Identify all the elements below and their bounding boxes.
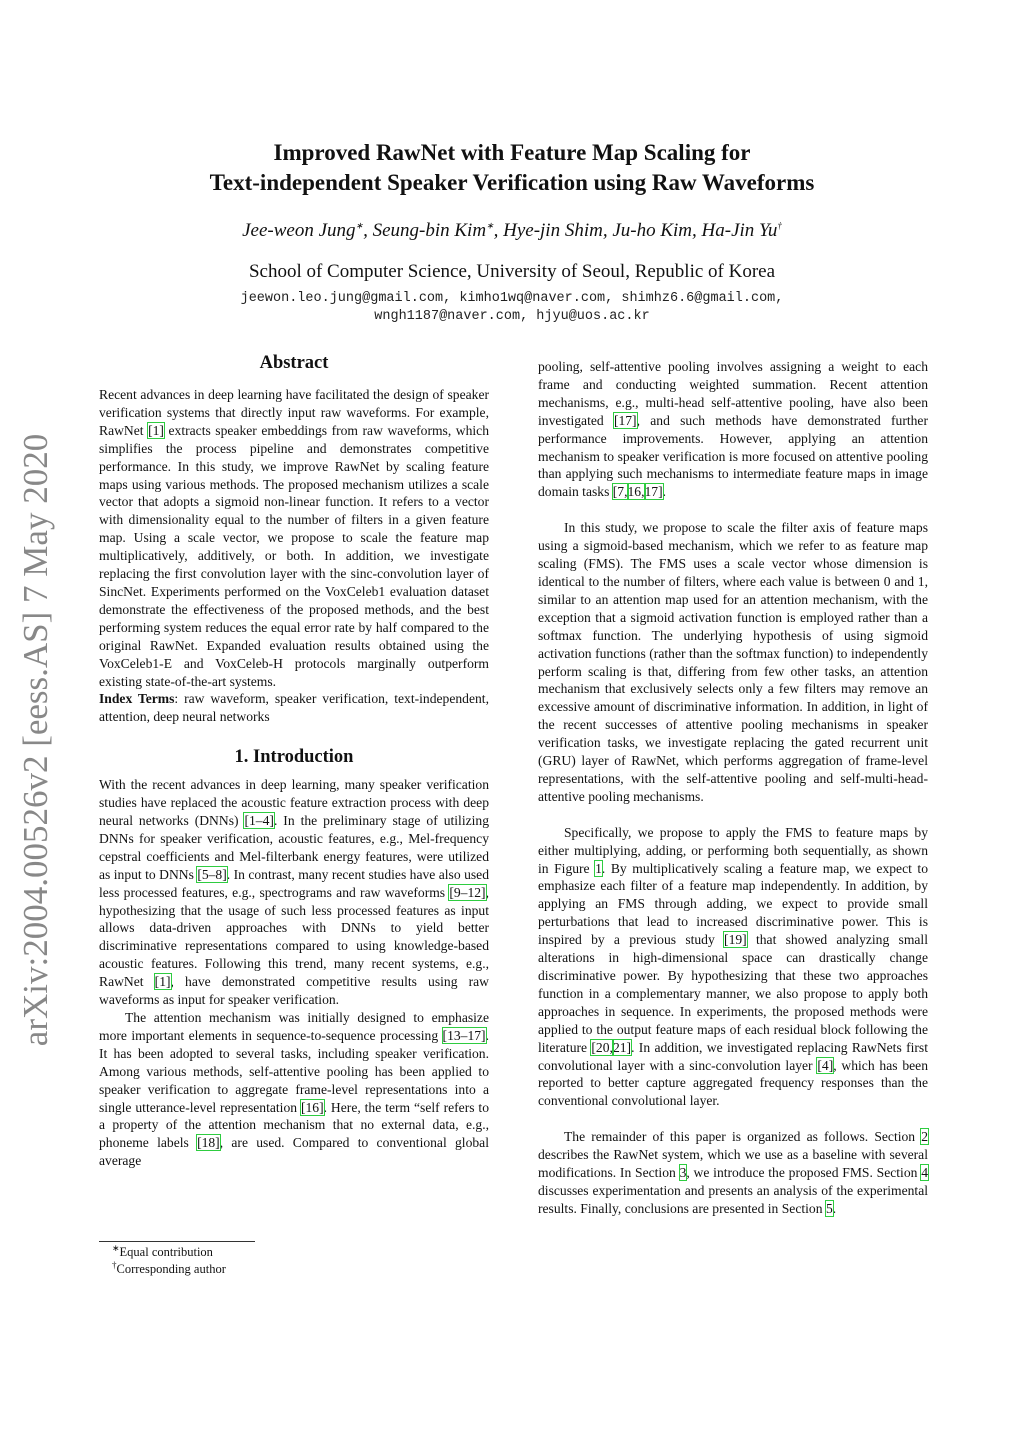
- intro-paragraph-1: [99, 776, 489, 1009]
- footnote-rule: [99, 1241, 255, 1242]
- text-run: Specifically, we propose to apply the FMS to feature maps by either multiplying, adding, or performing both sequentially, as shown in Figure: [538, 824, 928, 876]
- section-link[interactable]: 5: [825, 1200, 833, 1216]
- citation-link[interactable]: [9–12]: [449, 884, 486, 900]
- section-link[interactable]: 3: [679, 1165, 687, 1181]
- citation-link[interactable]: [1–4]: [244, 813, 274, 829]
- index-terms-text: : raw waveform, speaker verification, text-independent, attention, deep neural networks: [99, 691, 489, 725]
- abstract-text: [99, 386, 489, 690]
- citation-link[interactable]: [18]: [197, 1135, 220, 1151]
- text-run: With the recent advances in deep learning, many speaker verification studies have replaced the acoustic feature extraction process with deep neural networks (DNNs): [99, 777, 489, 829]
- corresponding-author-mark: †: [777, 220, 782, 231]
- footnote-text: Corresponding author: [116, 1262, 226, 1276]
- author-5: Ha-Jin Yu: [701, 220, 778, 241]
- text-run: .: [832, 1200, 837, 1216]
- intro-paragraph-3: [538, 358, 928, 501]
- title-line-2: Text-independent Speaker Verification using Raw Waveforms: [209, 170, 815, 195]
- footnote-text: Equal contribution: [119, 1245, 213, 1259]
- text-run: , hypothesizing that the usage of such less processed features as input allows data-driven approaches with DNNs to yield better discriminative representations compared to using knowledge-based acoustic features. Following this trend, many recent systems, e.g., RawNet: [99, 884, 489, 990]
- figure-link[interactable]: 1: [595, 860, 602, 876]
- text-run: pooling, self-attentive pooling involves assigning a weight to each frame and conducting weighted summation. Recent attention mechanisms, e.g., multi-head self-attentive pooling, have also been investigated: [538, 359, 928, 428]
- text-run: The remainder of this paper is organized as follows. Section: [564, 1129, 922, 1145]
- text-run: .: [662, 484, 667, 500]
- footnote-mark: †: [112, 1259, 117, 1270]
- text-run: that showed analyzing small alterations in high-dimensional space can drastically change discriminative power. By hypothesizing that these two approaches function in a complementary manner, we also propose to apply both approaches in sequence. In experiments, the proposed methods were applied to the output feature maps of each residual block following the literature: [538, 932, 928, 1055]
- introduction-heading: 1. Introduction: [234, 747, 354, 768]
- index-terms-label: Index Terms: [99, 691, 175, 707]
- section-link[interactable]: 2: [921, 1129, 928, 1145]
- citation-link[interactable]: [19]: [724, 932, 747, 948]
- paper-title: [0, 138, 1024, 198]
- citation-link[interactable]: 21]: [612, 1039, 632, 1055]
- citation-link[interactable]: [4]: [817, 1057, 834, 1073]
- author-2: Seung-bin Kim: [372, 220, 487, 241]
- equal-contribution-mark: ∗: [355, 220, 364, 231]
- intro-paragraph-4: In this study, we propose to scale the filter axis of feature maps using a sigmoid-based mechanism, which we refer to as feature map scaling (FMS). The FMS uses a scale vector whose dimension is identical to the number of filters, where each value is between 0 and 1, similar to an attention map used for an attention mechanism, with the exception that a sigmoid activation function is employed rather than a softmax function. The underlying hypothesis of using sigmoid activation functions (rather than the softmax function) to independently perform scaling is that, differing from few other tasks, an attention mechanism that exclusively selects only a few filters may remove an excessive amount of discriminative information. In addition, in light of the recent successes of attentive pooling mechanisms in speaker verification tasks, we investigate replacing the gated recurrent unit (GRU) layer of RawNet, which performs aggregation of frame-level representations, with the self-attentive pooling and self-multi-head-attentive pooling mechanisms.: [538, 520, 928, 804]
- text-run: , and such methods have demonstrated further performance improvements. However, applying an attention mechanism to speaker verification is more focused on attentive pooling than applying such mechanisms to intermediate feature maps in image domain tasks: [538, 412, 928, 500]
- citation-link[interactable]: [20,: [591, 1039, 613, 1055]
- text-run: , we introduce the proposed FMS. Section: [686, 1165, 922, 1181]
- text-run: , have demonstrated competitive results using raw waveforms as input for speaker verification.: [99, 974, 489, 1008]
- text-run: discusses experimentation and presents an analysis of the experimental results. Finally, conclusions are presented in Section: [538, 1182, 928, 1216]
- title-line-1: Improved RawNet with Feature Map Scaling for: [273, 140, 751, 165]
- text-run: . In the preliminary stage of utilizing DNNs for speaker verification, acoustic features, e.g., Mel-frequency cepstral coefficients and Mel-filterbank energy features, were utilized as input to DNNs: [99, 813, 490, 882]
- author-4: Ju-ho Kim: [612, 220, 693, 241]
- citation-link[interactable]: [13–17]: [442, 1027, 486, 1043]
- author-1: Jee-weon Jung: [242, 220, 356, 241]
- text-run: describes the RawNet system, which we use as a baseline with several modifications. In Section: [538, 1147, 928, 1181]
- citation-link[interactable]: [16]: [300, 1099, 324, 1115]
- text-run: . By multiplicatively scaling a feature map, we expect to emphasize each filter of a feature map independently. In addition, by applying an FMS through adding, we expect to provide small perturbations that lead to increased discriminative power. This is inspired by a previous study: [538, 860, 928, 948]
- text-run: The attention mechanism was initially designed to emphasize more important elements in sequence-to-sequence processing: [99, 1010, 489, 1043]
- abstract-text-part: extracts speaker embeddings from raw waveforms, which simplifies the process pipeline and demonstrates competitive performance. In this study, we improve RawNet by scaling feature maps using various methods. The proposed mechanism utilizes a scale vector that adopts a sigmoid non-linear function. It refers to a vector with dimensionality equal to the number of filters in a given feature map. Using a scale vector, we propose to scale the feature map multiplicatively, additively, or both. In addition, we investigate replacing the first convolution layer with the sinc-convolution layer of SincNet. Experiments performed on the VoxCeleb1 evaluation dataset demonstrate the effectiveness of the proposed methods, and the best performing system reduces the equal error rate by half compared to the original RawNet. Expanded evaluation results obtained using the VoxCeleb1-E and VoxCeleb-H protocols marginally outperform existing state-of-the-art systems.: [99, 422, 490, 689]
- affiliation: School of Computer Science, University of Seoul, Republic of Korea: [248, 261, 776, 282]
- text-run: . Here, the term “self refers to a property of the attention mechanism that no external data, e.g., phoneme labels: [99, 1099, 489, 1151]
- index-terms: [99, 690, 489, 726]
- arxiv-identifier: arXiv:2004.00526v2 [eess.AS] 7 May 2020: [16, 433, 55, 1047]
- text-run: . It has been adopted to several tasks, including speaker verification. Among various methods, self-attentive pooling has been applied to speaker verification to aggregate frame-level representations into a single utterance-level representation: [99, 1027, 489, 1115]
- email-line-2: wngh1187@naver.com, hjyu@uos.ac.kr: [374, 309, 650, 324]
- section-link[interactable]: 4: [921, 1165, 928, 1181]
- intro-paragraph-5: [538, 824, 928, 1111]
- author-list: Jee-weon Jung∗, Seung-bin Kim∗, Hye-jin Shim, Ju-ho Kim, Ha-Jin Yu†: [242, 220, 782, 241]
- footnote-mark: ∗: [112, 1242, 120, 1253]
- abstract-heading: Abstract: [259, 353, 329, 373]
- intro-paragraph-6: [538, 1128, 928, 1218]
- abstract-text-part: Recent advances in deep learning have facilitated the design of speaker verification systems that directly input raw waveforms. For example, RawNet: [99, 387, 489, 438]
- email-line-1: jeewon.leo.jung@gmail.com, kimho1wq@naver.com, shimhz6.6@gmail.com,: [240, 291, 784, 306]
- citation-link[interactable]: [1]: [154, 974, 171, 990]
- author-3: Hye-jin Shim: [503, 220, 603, 241]
- citation-link[interactable]: [1]: [148, 422, 164, 438]
- citation-link[interactable]: 17]: [644, 484, 663, 500]
- footnote-corresponding-author: [112, 1261, 226, 1277]
- citation-link[interactable]: [17]: [613, 412, 637, 428]
- text-run: , are used. Compared to conventional global average: [99, 1135, 489, 1169]
- text-run: . In contrast, many recent studies have also used less processed features, e.g., spectrograms and raw waveforms: [99, 866, 489, 900]
- right-column: [538, 358, 928, 1218]
- citation-link[interactable]: [7,: [612, 484, 628, 500]
- text-run: , which has been reported to better capture aggregated frequency responses than the conventional convolutional layer.: [538, 1057, 928, 1109]
- footnote-equal-contribution: [112, 1244, 213, 1260]
- intro-paragraph-2: [99, 1009, 489, 1170]
- left-column: [99, 350, 489, 1170]
- citation-link[interactable]: [5–8]: [197, 866, 227, 882]
- author-emails: [0, 290, 1024, 326]
- citation-link[interactable]: 16,: [627, 484, 645, 500]
- equal-contribution-mark: ∗: [486, 220, 494, 231]
- text-run: . In addition, we investigated replacing RawNets first convolutional layer with a sinc-convolution layer: [538, 1039, 928, 1073]
